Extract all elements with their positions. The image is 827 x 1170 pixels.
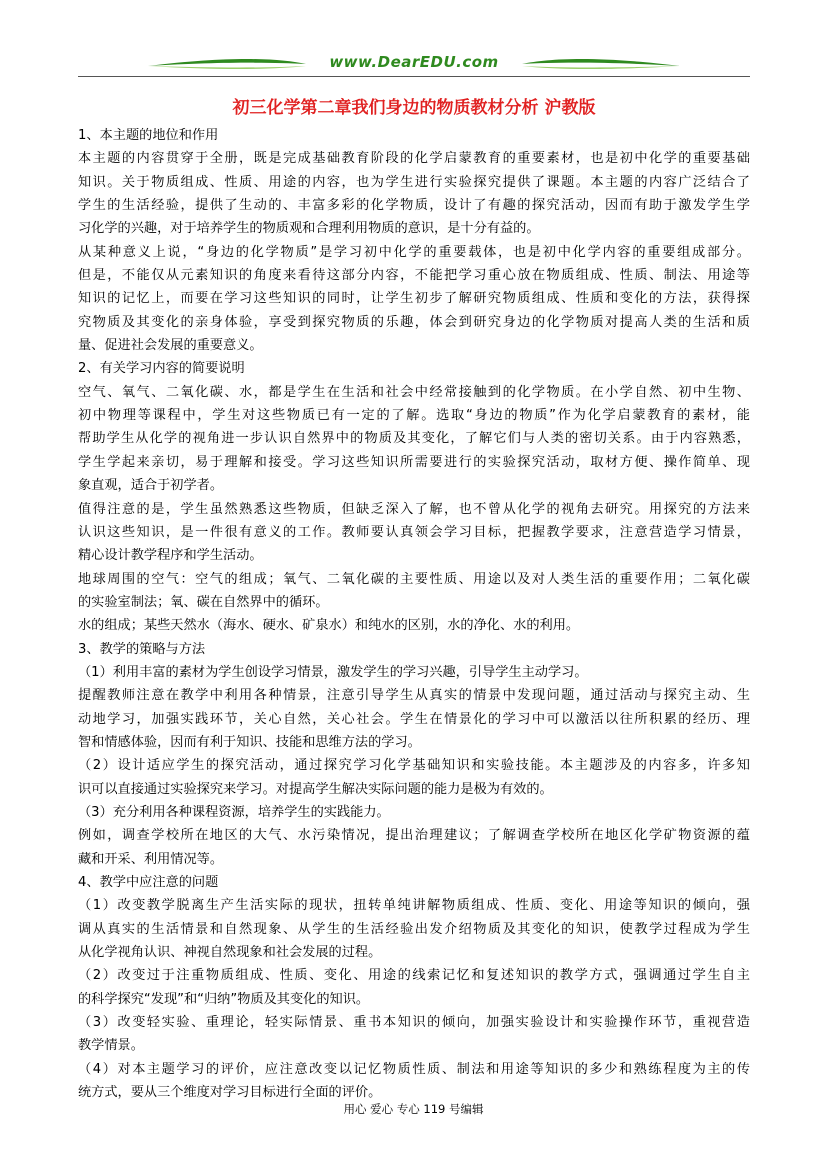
text-line: （1）利用丰富的素材为学生创设学习情景，激发学生的学习兴趣，引导学生主动学习。 (78, 664, 588, 680)
text-line: 象直观，适合于初学者。 (78, 478, 224, 494)
text-line: 藏和开采、利用情况等。 (78, 851, 224, 867)
text-line: 地球周围的空气：空气的组成；氧气、二氧化碳的主要性质、用途以及对人类生活的重要作用；二氧化碳 (78, 571, 750, 587)
text-line: 习化学的兴趣，对于培养学生的物质观和合理利用物质的意识，是十分有益的。 (78, 221, 540, 237)
site-logo-text: www.DearEDU.com (329, 53, 499, 71)
text-line: 从化学视角认识、神视自然现象和社会发展的过程。 (78, 945, 382, 961)
text-line: 知识的记忆上，而要在学习这些知识的同时，让学生初步了解研究物质组成、性质和变化的方法，获得探 (78, 291, 750, 307)
text-line: 初中物理等课程中，学生对这些物质已有一定的了解。选取“身边的物质”作为化学启蒙教育的素材，能 (78, 408, 750, 424)
text-line: 认识这些知识，是一件很有意义的工作。教师要认真领会学习目标，把握教学要求，注意营造学习情景， (78, 524, 750, 540)
text-line: （3）改变轻实验、重理论，轻实际情景、重书本知识的倾向，加强实验设计和实验操作环节，重视营造 (78, 1015, 750, 1031)
text-line: 帮助学生从化学的视角进一步认识自然界中的物质及其变化，了解它们与人类的密切关系。由于内容熟悉， (78, 431, 750, 447)
document-title: 初三化学第二章我们身边的物质教材分析 沪教版 (232, 98, 596, 118)
text-line: 2、有关学习内容的简要说明 (78, 361, 245, 377)
text-line: 例如，调查学校所在地区的大气、水污染情况，提出治理建议；了解调查学校所在地区化学矿物资源的蕴 (78, 828, 750, 844)
document-body (78, 124, 750, 1104)
text-line: （1）改变教学脱离生产生活实际的现状，扭转单纯讲解物质组成、性质、变化、用途等知识的倾向，强 (78, 898, 750, 914)
text-line: 究物质及其变化的亲身体验，享受到探究物质的乐趣，体会到研究身边的化学物质对提高人类的生活和质 (78, 314, 750, 330)
text-line: 4、教学中应注意的问题 (78, 875, 219, 890)
text-line: 统方式，要从三个维度对学习目标进行全面的评价。 (78, 1085, 382, 1101)
text-line: 量、促进社会发展的重要意义。 (78, 338, 263, 354)
text-line: （2）设计适应学生的探究活动，通过探究学习化学基础知识和实验技能。本主题涉及的内容多，许多知 (78, 758, 750, 774)
text-line: 3、教学的策略与方法 (78, 641, 206, 657)
text-line: 精心设计教学程序和学生活动。 (78, 548, 263, 564)
text-line: 提醒教师注意在教学中利用各种情景，注意引导学生从真实的情景中发现问题，通过活动与探究主动、生 (78, 688, 750, 704)
text-line: （3）充分利用各种课程资源，培养学生的实践能力。 (78, 804, 390, 820)
text-line: 的实验室制法；氧、碳在自然界中的循环。 (78, 594, 329, 610)
text-line: （4）对本主题学习的评价，应注意改变以记忆物质性质、制法和用途等知识的多少和熟练程度为主的传 (78, 1061, 750, 1077)
text-line: 但是，不能仅从元素知识的角度来看待这部分内容，不能把学习重心放在物质组成、性质、制法、用途等 (78, 268, 750, 284)
text-line: （2）改变过于注重物质组成、性质、变化、用途的线索记忆和复述知识的教学方式，强调通过学生自主 (78, 968, 750, 984)
header-banner (78, 50, 750, 78)
text-line: 从某种意义上说，“身边的化学物质”是学习初中化学的重要载体，也是初中化学内容的重要组成部分。 (78, 244, 750, 260)
text-line: 学生学起来亲切，易于理解和接受。学习这些知识所需要进行的实验探究活动，取材方便、操作简单、现 (78, 454, 750, 470)
page-footer: 用心 爱心 专心 119 号编辑 (343, 1102, 484, 1116)
text-line: 1、本主题的地位和作用 (78, 128, 219, 143)
text-line: 动地学习，加强实践环节，关心自然，关心社会。学生在情景化的学习中可以激活以往所积累的经历、理 (78, 711, 750, 727)
text-line: 值得注意的是，学生虽然熟悉这些物质，但缺乏深入了解，也不曾从化学的视角去研究。用探究的方法来 (78, 501, 750, 517)
text-line: 的科学探究“发现”和“归纳”物质及其变化的知识。 (78, 991, 370, 1007)
text-line: 智和情感体验，因而有利于知识、技能和思维方法的学习。 (78, 734, 421, 750)
text-line: 识可以直接通过实验探究来学习。对提高学生解决实际问题的能力是极为有效的。 (78, 781, 553, 797)
text-line: 教学情景。 (78, 1038, 144, 1054)
text-line: 本主题的内容贯穿于全册，既是完成基础教育阶段的化学启蒙教育的重要素材，也是初中化学的重要基础 (78, 151, 750, 167)
header-divider (78, 76, 750, 77)
text-line: 水的组成；某些天然水（海水、硬水、矿泉水）和纯水的区别，水的净化、水的利用。 (78, 618, 580, 634)
text-line: 知识。关于物质组成、性质、用途的内容，也为学生进行实验探究提供了课题。本主题的内容广泛结合了 (78, 174, 750, 190)
text-line: 调从真实的生活情景和自然现象、从学生的生活经验出发介绍物质及其变化的知识，使教学过程成为学生 (78, 921, 750, 937)
text-line: 空气、氧气、二氧化碳、水，都是学生在生活和社会中经常接触到的化学物质。在小学自然、初中生物、 (78, 384, 750, 400)
text-line: 学生的生活经验，提供了生动的、丰富多彩的化学物质，设计了有趣的探究活动，因而有助于激发学生学 (78, 198, 750, 214)
